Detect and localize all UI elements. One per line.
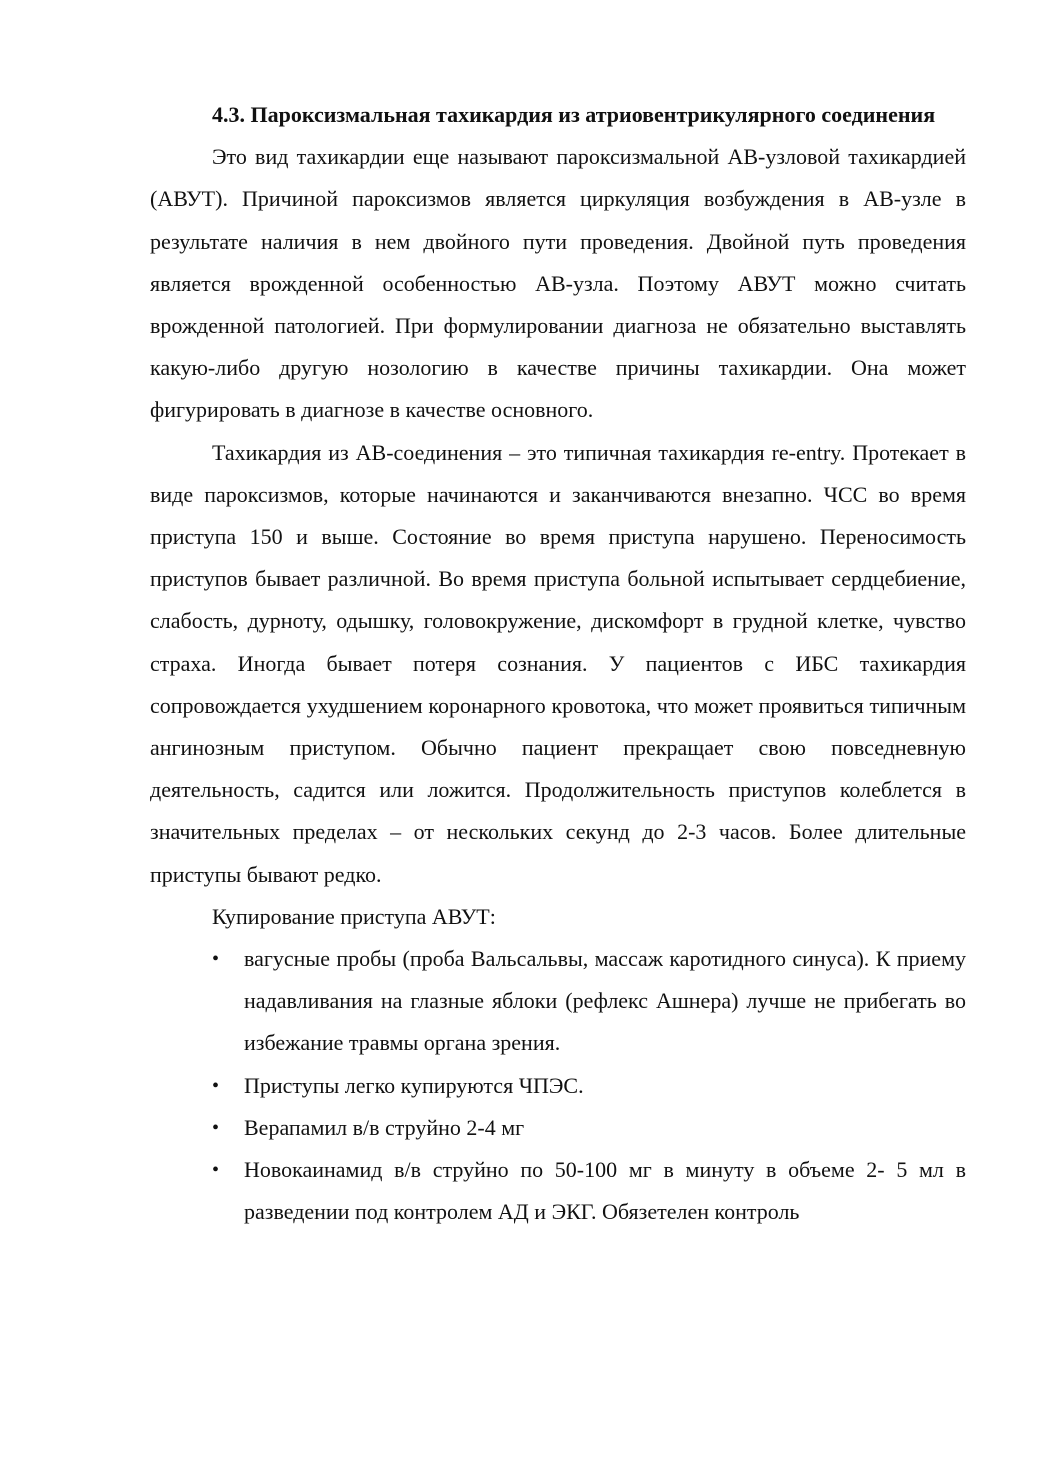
list-item (150, 1149, 966, 1233)
list-item (150, 1107, 966, 1149)
list-item (150, 938, 966, 1065)
document-page (150, 94, 966, 1233)
section-heading: 4.3. Пароксизмальная тахикардия из атриовентрикулярного соединения (212, 102, 936, 127)
bullet-icon: • (212, 948, 220, 971)
list-item-text: вагусные пробы (проба Вальсальвы, массаж каротидного синуса). К приему надавливания на глазные яблоки (рефлекс Ашнера) лучше не прибегать во избежание травмы органа зрения. (244, 946, 966, 1056)
list-item (150, 1065, 966, 1107)
list-item-text: Новокаинамид в/в струйно по 50-100 мг в минуту в объеме 2- 5 мл в разведении под контролем АД и ЭКГ. Обязетелен контроль (244, 1157, 966, 1225)
list-item-text: Верапамил в/в струйно 2-4 мг (244, 1114, 525, 1140)
paragraph-mechanism: Это вид тахикардии еще называют пароксизмальной АВ-узловой тахикардией (АВУТ). Причиной пароксизмов является циркуляция возбуждения в АВ-узле в результате наличия в нем двойного пути проведения. Двойной путь проведения является врожденной особенностью АВ-узла. Поэтому АВУТ можно считать врожденной патологией. При формулировании диагноза не обязательно выставлять какую-либо другую нозологию в качестве причины тахикардии. Она может фигурировать в диагнозе в качестве основного. (150, 144, 966, 423)
list-intro: Купирование приступа АВУТ: (212, 903, 496, 929)
bullet-icon: • (212, 1074, 220, 1097)
bullet-icon: • (212, 1159, 220, 1182)
list-item-text: Приступы легко купируются ЧПЭС. (244, 1072, 584, 1098)
treatment-list (150, 938, 966, 1233)
paragraph-clinical-picture: Тахикардия из АВ-соединения – это типичная тахикардия re-entry. Протекает в виде пароксизмов, которые начинаются и заканчиваются внезапно. ЧСС во время приступа 150 и выше. Состояние во время приступа нарушено. Переносимость приступов бывает различной. Во время приступа больной испытывает сердцебиение, слабость, дурноту, одышку, головокружение, дискомфорт в грудной клетке, чувство страха. Иногда бывает потеря сознания. У пациентов с ИБС тахикардия сопровождается ухудшением коронарного кровотока, что может проявиться типичным ангинозным приступом. Обычно пациент прекращает свою повседневную деятельность, садится или ложится. Продолжительность приступов колеблется в значительных пределах – от нескольких секунд до 2-3 часов. Более длительные приступы бывают редко. (150, 439, 966, 887)
bullet-icon: • (212, 1116, 220, 1139)
